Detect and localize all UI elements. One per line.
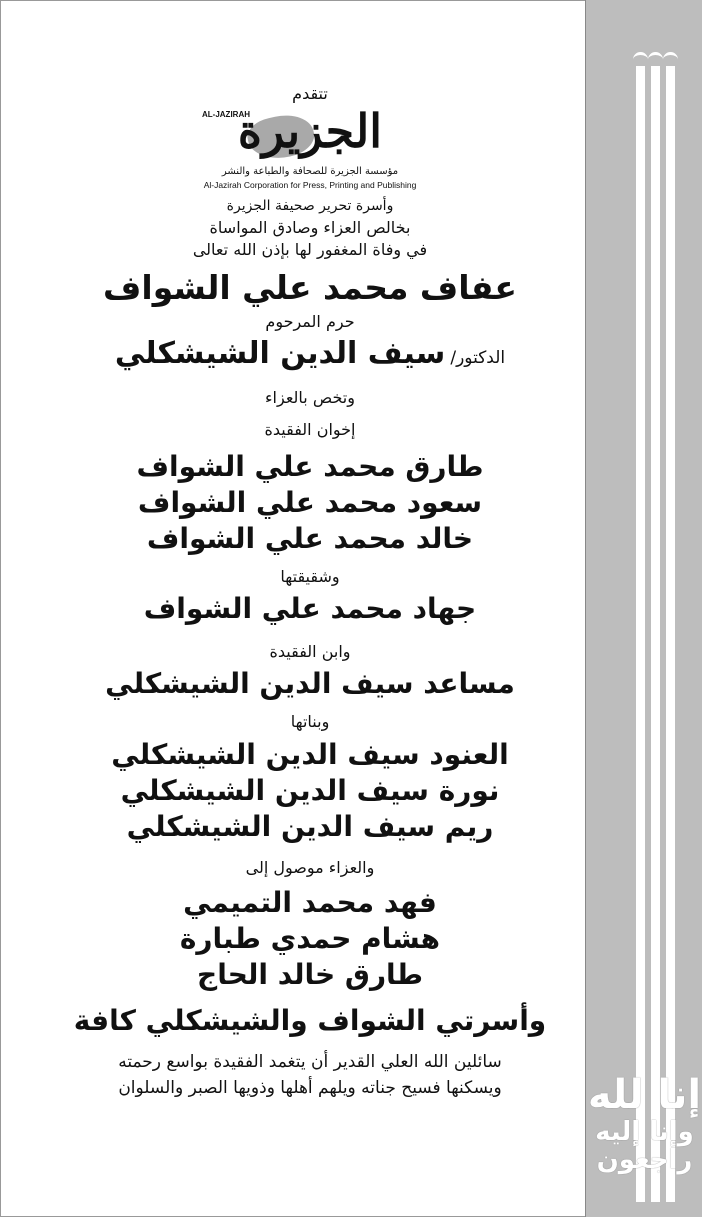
decor-stroke: [636, 66, 645, 1202]
deceased-name: عفاف محمد علي الشواف: [103, 268, 517, 307]
extended-name: فهد محمد التميمي: [183, 886, 437, 919]
prayer-line-1: سائلين الله العلي القدير أن يتغمد الفقيدة بواسع رحمته: [118, 1052, 502, 1072]
sister-label: وشقيقتها: [280, 567, 340, 586]
brother-name: سعود محمد علي الشواف: [137, 486, 483, 519]
decor-arch: [663, 52, 678, 61]
husband-title: الدكتور/: [450, 348, 506, 368]
daughter-name: العنود سيف الدين الشيشكلي: [111, 738, 509, 771]
extended-name: طارق خالد الحاج: [197, 958, 423, 991]
son-label: وابن الفقيدة: [269, 642, 351, 661]
quran-verse: [586, 1072, 702, 1175]
decor-arch: [633, 52, 648, 61]
verse-sidebar: [585, 0, 702, 1217]
sister-name: جهاد محمد علي الشواف: [143, 592, 477, 625]
condolence-line-2: في وفاة المغفور لها بإذن الله تعالى: [192, 240, 428, 259]
decor-stroke: [666, 66, 675, 1202]
presents-label: تتقدم: [292, 84, 328, 103]
daughters-label: وبناتها: [290, 712, 330, 731]
verse-line-2: وإنا إليه: [595, 1117, 694, 1147]
brother-name: خالد محمد علي الشواف: [146, 522, 474, 555]
staff-line: وأسرة تحرير صحيفة الجزيرة: [226, 198, 394, 214]
son-name: مساعد سيف الدين الشيشكلي: [105, 667, 515, 700]
verse-line-1: إنا لله: [587, 1072, 702, 1118]
families-line: وأسرتي الشواف والشيشكلي كافة: [73, 1004, 547, 1037]
corp-name-english: Al-Jazirah Corporation for Press, Printing and Publishing: [203, 180, 417, 190]
daughter-name: ريم سيف الدين الشيشكلي: [126, 810, 494, 843]
verse-line-3: راجعون: [596, 1145, 693, 1175]
relation-label: حرم المرحوم: [265, 312, 355, 331]
logo-english: AL-JAZIRAH: [202, 110, 250, 119]
decor-stroke: [651, 66, 660, 1202]
extended-name: هشام حمدي طبارة: [179, 922, 441, 955]
extended-label: والعزاء موصول إلى: [245, 858, 375, 877]
condolence-line-1: بخالص العزاء وصادق المواساة: [209, 218, 411, 237]
brother-name: طارق محمد علي الشواف: [136, 450, 484, 483]
prayer-line-2: ويسكنها فسيح جناته ويلهم أهلها وذويها الصبر والسلوان: [118, 1078, 502, 1098]
decor-arch: [648, 52, 663, 61]
notice-content: [40, 0, 580, 1217]
corp-name-arabic: مؤسسة الجزيرة للصحافة والطباعة والنشر: [221, 166, 399, 177]
brothers-label: إخوان الفقيدة: [264, 420, 356, 439]
special-label: وتخص بالعزاء: [265, 388, 355, 407]
husband-line: [40, 336, 580, 372]
husband-name: سيف الدين الشيشكلي: [114, 336, 446, 371]
logo-arabic: الجزيرة: [237, 104, 383, 158]
daughter-name: نورة سيف الدين الشيشكلي: [120, 774, 500, 807]
newspaper-logo: [200, 104, 420, 198]
